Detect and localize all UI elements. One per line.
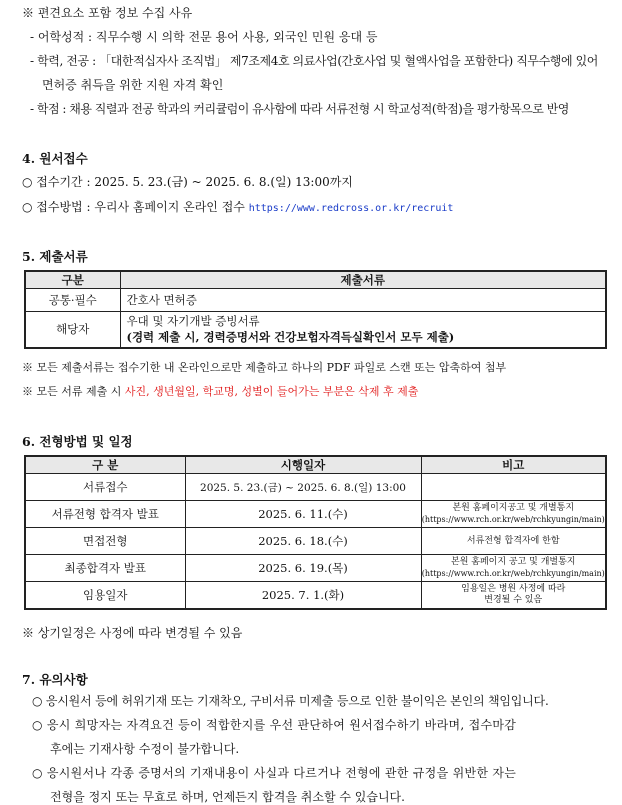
table-row	[25, 312, 606, 348]
documents-header-category: 구분	[25, 271, 120, 289]
section-7-title: 7. 유의사항	[22, 672, 88, 687]
schedule-note	[421, 582, 606, 609]
documents-note-redact-warning: 사진, 생년월일, 학교명, 성별이 들어가는 부분은 삭제 후 제출	[124, 385, 419, 398]
application-method-text: ○ 접수방법 : 우리사 홈페이지 온라인 접수	[22, 200, 245, 214]
schedule-note	[421, 528, 606, 555]
intro-item-education-cont: 면허증 취득을 위한 지원 자격 확인	[42, 78, 224, 92]
caution-item: ○ 응시 희망자는 자격요건 등이 적합한지를 우선 판단하여 원서접수하기 바라며, 접수마감	[32, 718, 517, 732]
schedule-date: 2025. 6. 19.(목)	[185, 555, 421, 582]
schedule-note-line: 서류전형 합격자에 한함	[466, 535, 560, 546]
documents-category: 해당자	[25, 312, 120, 348]
schedule-header-stage: 구 분	[25, 456, 185, 474]
schedule-stage: 임용일자	[25, 582, 185, 609]
documents-docs-line: (경력 제출 시, 경력증명서와 건강보험자격득실확인서 모두 제출)	[126, 330, 455, 345]
documents-docs-line: 우대 및 자기개발 증빙서류	[126, 314, 260, 329]
section-6-title: 6. 전형방법 및 일정	[22, 434, 133, 449]
schedule-note	[421, 474, 606, 501]
schedule-note-line: 본원 홈페이지 공고 및 개별통지	[451, 557, 576, 567]
schedule-stage: 면접전형	[25, 528, 185, 555]
section-5-title: 5. 제출서류	[22, 249, 88, 264]
application-method	[22, 198, 453, 215]
table-row	[25, 289, 606, 312]
caution-item-cont: 후에는 기재사항 수정이 불가합니다.	[50, 742, 240, 756]
schedule-date: 2025. 7. 1.(화)	[185, 582, 421, 609]
intro-heading: ※ 편견요소 포함 정보 수집 사유	[22, 6, 193, 20]
caution-item-cont: 전형을 정지 또는 무효로 하며, 언제든지 합격을 취소할 수 있습니다.	[50, 790, 405, 804]
schedule-stage: 최종합격자 발표	[25, 555, 185, 582]
documents-docs: 간호사 면허증	[120, 289, 606, 312]
schedule-stage: 서류접수	[25, 474, 185, 501]
schedule-stage: 서류전형 합격자 발표	[25, 501, 185, 528]
schedule-date: 2025. 6. 11.(수)	[185, 501, 421, 528]
schedule-header-note: 비고	[421, 456, 606, 474]
documents-note-redact	[22, 383, 418, 399]
table-row	[25, 528, 606, 555]
schedule-note-url: (https://www.rch.or.kr/web/rchkyungin/main)	[421, 569, 605, 578]
caution-item: ○ 응시원서나 각종 증명서의 기재내용이 사실과 다르거나 전형에 관한 규정을 위반한 자는	[32, 766, 517, 780]
schedule-note-line: 변경될 수 있음	[484, 594, 543, 605]
documents-note-pdf: ※ 모든 제출서류는 접수기한 내 온라인으로만 제출하고 하나의 PDF 파일로 스캔 또는 압축하여 첨부	[22, 361, 507, 374]
schedule-note-change: ※ 상기일정은 사정에 따라 변경될 수 있음	[22, 626, 243, 640]
intro-item-language: - 어학성적 : 직무수행 시 의학 전문 용어 사용, 외국인 민원 응대 등	[30, 30, 378, 44]
schedule-date: 2025. 5. 23.(금) ~ 2025. 6. 8.(일) 13:00	[185, 474, 421, 501]
table-row	[25, 555, 606, 582]
schedule-note	[421, 555, 606, 582]
schedule-note-line: 임용일은 병원 사정에 따라	[461, 583, 566, 594]
table-row	[25, 474, 606, 501]
recruit-link[interactable]: https://www.redcross.or.kr/recruit	[248, 203, 454, 214]
documents-table	[24, 270, 607, 349]
documents-docs	[120, 312, 606, 348]
schedule-note-line: 본원 홈페이지공고 및 개별통지	[452, 503, 575, 513]
documents-header-docs: 제출서류	[120, 271, 606, 289]
schedule-header-date: 시행일자	[185, 456, 421, 474]
table-row	[25, 501, 606, 528]
schedule-note-url: (https://www.rch.or.kr/web/rchkyungin/main)	[421, 515, 605, 524]
schedule-date: 2025. 6. 18.(수)	[185, 528, 421, 555]
application-period: ○ 접수기간 : 2025. 5. 23.(금) ~ 2025. 6. 8.(일) 13:00까지	[22, 175, 353, 189]
intro-item-grades: - 학점 : 채용 직렬과 전공 학과의 커리큘럼이 유사함에 따라 서류전형 시 학교성적(학점)을 평가항목으로 반영	[30, 102, 569, 116]
intro-item-education: - 학력, 전공 : 「대한적십자사 조직법」 제7조제4호 의료사업(간호사업 및 혈액사업을 포함한다) 직무수행에 있어	[30, 54, 598, 68]
schedule-note	[421, 501, 606, 528]
caution-item: ○ 응시원서 등에 허위기재 또는 기재착오, 구비서류 미제출 등으로 인한 불이익은 본인의 책임입니다.	[32, 694, 549, 708]
table-row	[25, 582, 606, 609]
section-4-title: 4. 원서접수	[22, 151, 88, 166]
documents-note-redact-prefix: ※ 모든 서류 제출 시	[22, 385, 125, 398]
schedule-table	[24, 455, 607, 610]
documents-category: 공통·필수	[25, 289, 120, 312]
